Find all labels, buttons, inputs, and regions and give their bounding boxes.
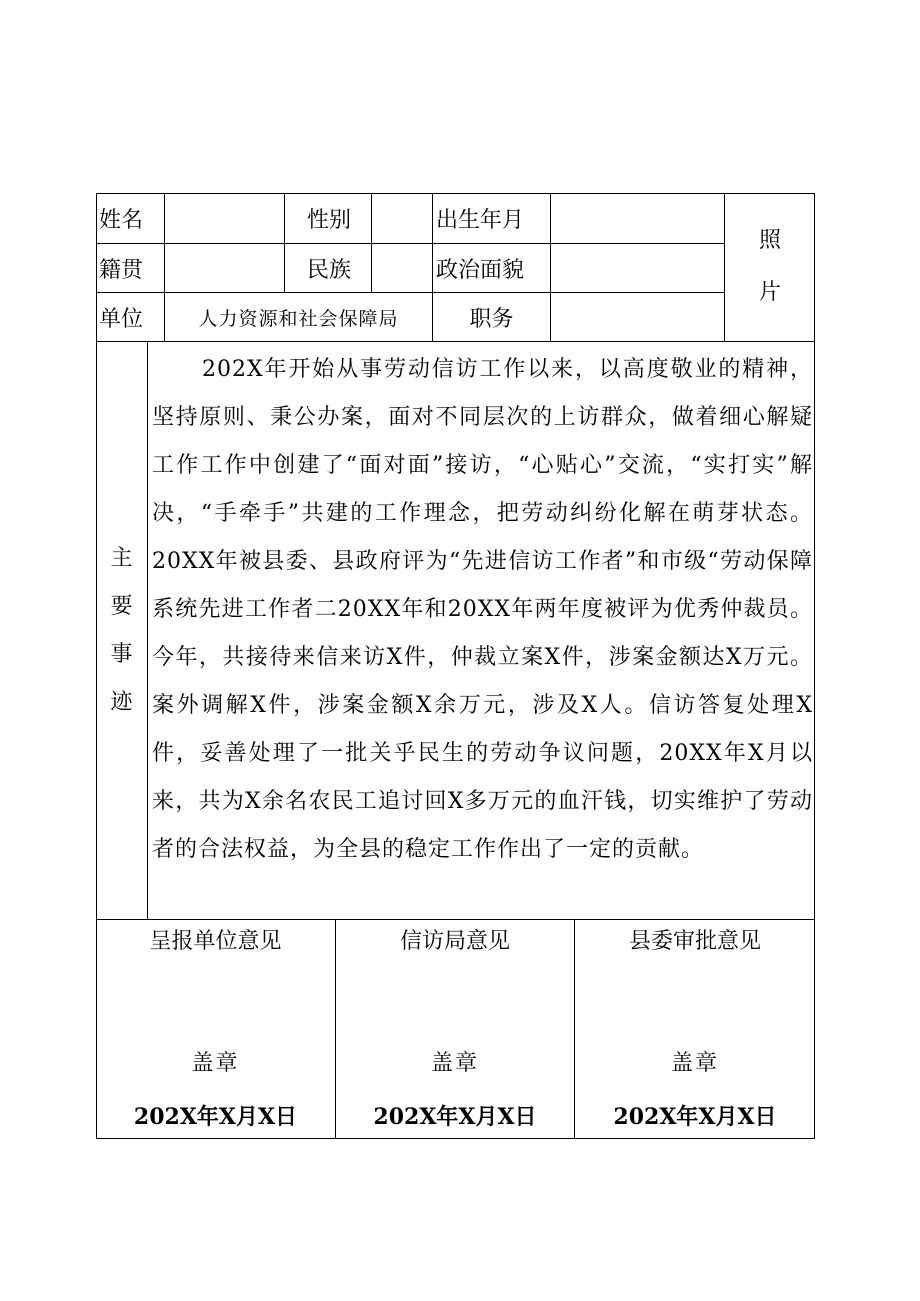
gender-label: 性别 bbox=[284, 193, 371, 243]
opinion-petition-bureau bbox=[335, 919, 574, 1139]
seal-label: 盖章 bbox=[191, 1051, 240, 1076]
gender-field[interactable] bbox=[371, 193, 432, 243]
opinion-county-committee bbox=[574, 919, 815, 1139]
ethnicity-label: 民族 bbox=[284, 243, 371, 292]
political-label: 政治面貌 bbox=[432, 243, 550, 292]
name-field[interactable] bbox=[164, 193, 284, 243]
birth-field[interactable] bbox=[550, 193, 724, 243]
origin-label: 籍贯 bbox=[96, 243, 164, 292]
opinion-date: 202X年X月X日 bbox=[133, 1104, 298, 1130]
opinion-title: 信访局意见 bbox=[399, 929, 510, 954]
deeds-label-char-1: 主 bbox=[110, 545, 133, 571]
position-label: 职务 bbox=[432, 292, 550, 341]
unit-label: 单位 bbox=[96, 292, 164, 341]
political-field[interactable] bbox=[550, 243, 724, 292]
deeds-label-char-3: 事 bbox=[110, 641, 133, 667]
opinion-date: 202X年X月X日 bbox=[373, 1104, 537, 1130]
photo-box[interactable] bbox=[724, 193, 815, 341]
deeds-label-char-4: 迹 bbox=[110, 689, 133, 715]
opinion-submitting-unit bbox=[96, 919, 335, 1139]
photo-label-char-1: 照 bbox=[758, 228, 781, 253]
deeds-text: 202X年开始从事劳动信访工作以来，以高度敬业的精神，坚持原则、秉公办案，面对不同层次的上访群众，做着细心解疑工作工作中创建了“面对面”接访，“心贴心”交流，“实打实”解决，“手牵手”共建的工作理念，把劳动纠纷化解在萌芽状态。20XX年被县委、县政府评为“先进信访工作者”和市级“劳动保障系统先进工作者二20XX年和20XX年两年度被评为优秀仲裁员。今年，共接待来信来访X件，仲裁立案X件，涉案金额达X万元。案外调解X件，涉案金额X余万元，涉及X人。信访答复处理X件，妥善处理了一批关乎民生的劳动争议问题，20XX年X月以来，共为X余名农民工追讨回X多万元的血汗钱，切实维护了劳动者的合法权益，为全县的稳定工作作出了一定的贡献。 bbox=[147, 341, 815, 919]
opinion-date: 202X年X月X日 bbox=[613, 1104, 777, 1130]
deeds-label bbox=[96, 341, 147, 919]
photo-label-char-2: 片 bbox=[758, 280, 781, 305]
ethnicity-field[interactable] bbox=[371, 243, 432, 292]
seal-label: 盖章 bbox=[430, 1051, 479, 1076]
origin-field[interactable] bbox=[164, 243, 284, 292]
birth-label: 出生年月 bbox=[432, 193, 550, 243]
deeds-label-char-2: 要 bbox=[110, 593, 133, 619]
position-field[interactable] bbox=[550, 292, 724, 341]
unit-value: 人力资源和社会保障局 bbox=[164, 292, 432, 341]
opinion-title: 县委审批意见 bbox=[628, 929, 761, 954]
name-label: 姓名 bbox=[99, 207, 144, 233]
basic-info-grid bbox=[96, 193, 815, 341]
opinion-title: 呈报单位意见 bbox=[149, 929, 282, 954]
seal-label: 盖章 bbox=[670, 1051, 719, 1076]
